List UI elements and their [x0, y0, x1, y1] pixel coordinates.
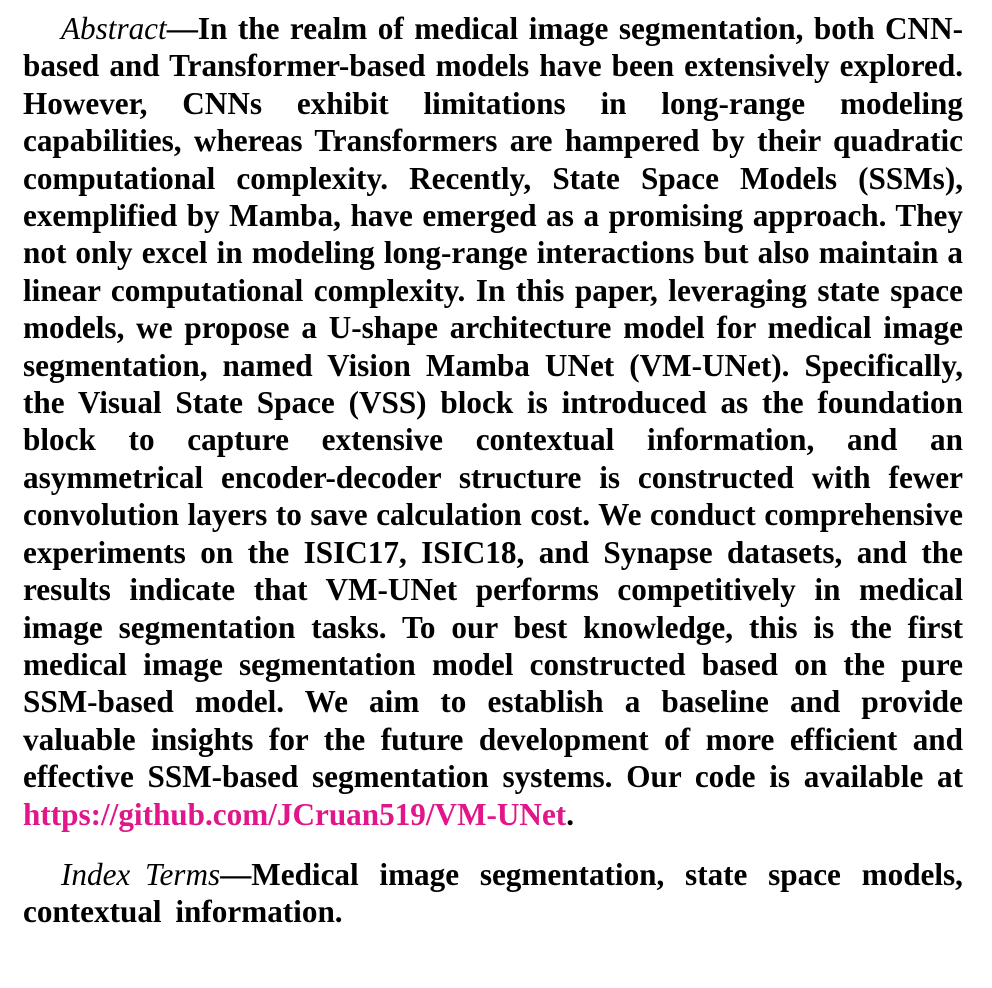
abstract-end: .	[566, 796, 574, 832]
index-terms-label: Index Terms	[61, 856, 221, 892]
abstract-paragraph	[23, 10, 963, 833]
abstract-body: In the realm of medical image segmentation, both CNN-based and Transformer-based models have been extensively explored. However, CNNs exhibit limitations in long-range modeling capabilities, whereas Transformers are hampered by their quadratic computational complexity. Recently, State Space Models (SSMs), exemplified by Mamba, have emerged as a promising approach. They not only excel in modeling long-range interactions but also maintain a linear computational complexity. In this paper, leveraging state space models, we propose a U-shape architecture model for medical image segmentation, named Vision Mamba UNet (VM-UNet). Specifically, the Visual State Space (VSS) block is introduced as the foundation block to capture extensive contextual information, and an asymmetrical encoder-decoder structure is constructed with fewer convolution layers to save calculation cost. We conduct comprehensive experiments on the ISIC17, ISIC18, and Synapse datasets, and the results indicate that VM-UNet performs competitively in medical image segmentation tasks. To our best knowledge, this is the first medical image segmentation model constructed based on the pure SSM-based model. We aim to establish a baseline and provide valuable insights for the future development of more efficient and effective SSM-based segmentation systems. Our code is available at	[23, 11, 963, 795]
code-repository-link[interactable]: https://github.com/JCruan519/VM-UNet	[23, 796, 567, 832]
index-terms-dash: —	[220, 856, 252, 892]
abstract-label: Abstract	[61, 11, 167, 46]
abstract-section	[23, 10, 963, 931]
index-terms-body: Medical image segmentation, state space models, contextual information.	[23, 856, 963, 930]
abstract-dash: —	[166, 11, 198, 46]
index-terms-paragraph	[23, 856, 963, 931]
